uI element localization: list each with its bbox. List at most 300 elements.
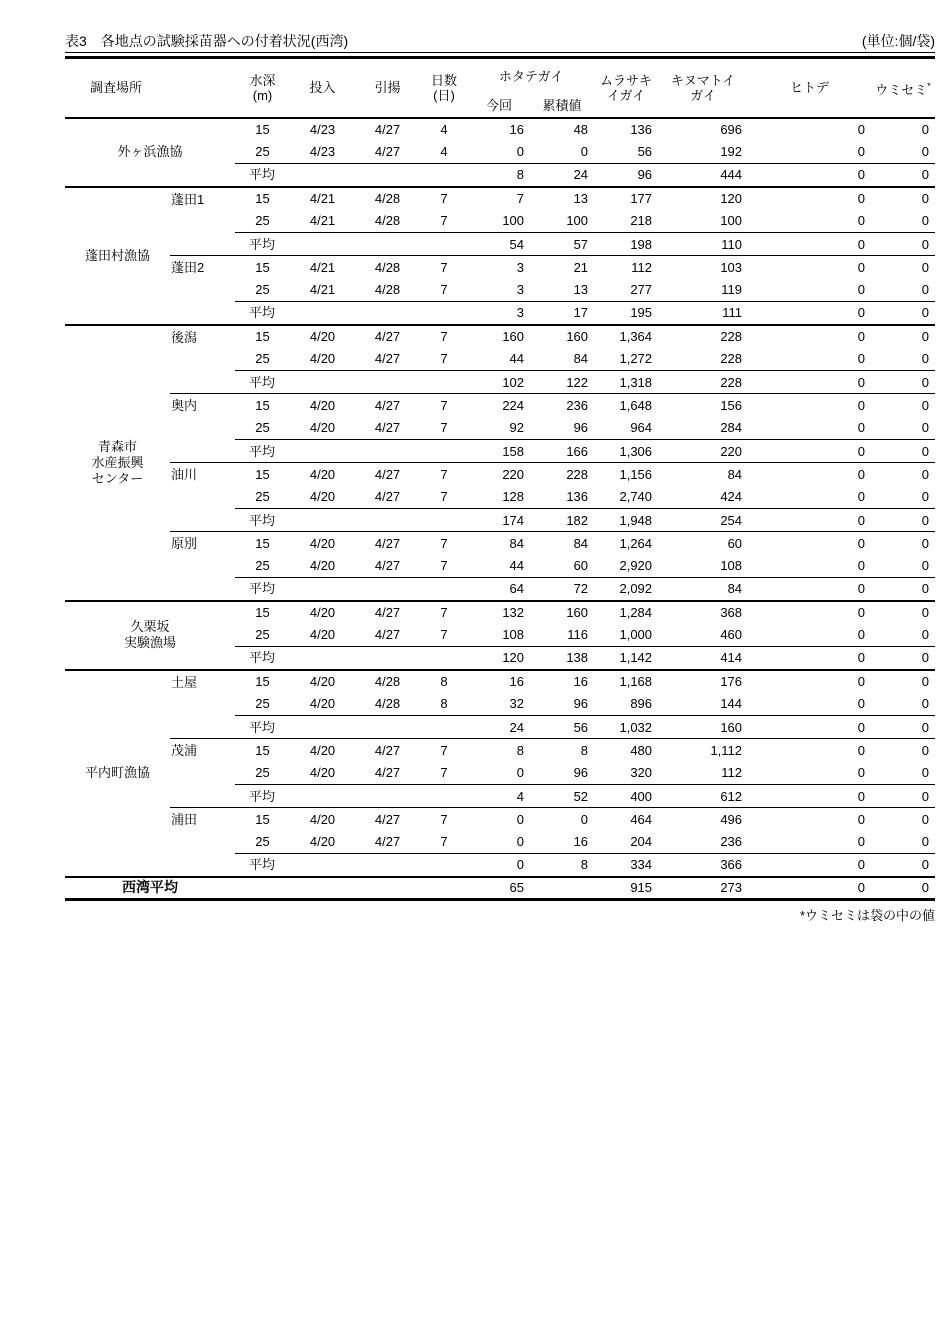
- sub-location-label: 土屋: [170, 670, 235, 739]
- cell-starfish: 0: [748, 325, 871, 348]
- cell-sea-squirt: 0: [871, 187, 935, 210]
- header-depth: [235, 58, 290, 118]
- cell-scallop-current: 65: [468, 877, 530, 900]
- cell-mussel: 400: [594, 785, 658, 808]
- cell-scallop-cumulative: 21: [530, 256, 594, 279]
- cell-mussel: 964: [630, 420, 653, 436]
- header-depth-line1: 水深: [249, 72, 276, 88]
- cell-scallop-cumulative: 122: [530, 371, 594, 394]
- cell-depth: 15: [235, 739, 290, 762]
- cell-horse-mussel: 612: [658, 785, 748, 808]
- cell-days: 7: [420, 256, 468, 279]
- cell-retrieve: 4/27: [355, 808, 420, 831]
- header-mussel-line2: イガイ: [606, 87, 646, 103]
- data-row: [65, 256, 935, 279]
- cell-sea-squirt: 0: [921, 351, 930, 367]
- cell-scallop-current: 108: [502, 627, 525, 643]
- cell-starfish: 0: [748, 118, 871, 141]
- cell-depth: 15: [235, 256, 290, 279]
- data-row: [65, 325, 935, 348]
- cell-scallop-current: 220: [468, 463, 530, 486]
- cell-sea-squirt: 0: [921, 765, 930, 781]
- cell-deploy: 4/20: [290, 532, 355, 555]
- group-label: 外ヶ浜漁協: [65, 118, 235, 187]
- header-mussel: [594, 58, 658, 118]
- cell-horse-mussel: 144: [720, 696, 743, 712]
- footnote: *ウミセミは袋の中の値: [799, 908, 935, 923]
- cell-days: 7: [440, 765, 448, 781]
- header-days: [420, 58, 468, 118]
- cell-mussel: 1,284: [594, 601, 658, 624]
- cell-starfish: 0: [857, 489, 866, 505]
- cell-starfish: 0: [748, 670, 871, 693]
- cell-depth: 25: [255, 420, 270, 436]
- cell-scallop-cumulative: 57: [530, 233, 594, 256]
- header-days-line2: (日): [433, 87, 455, 103]
- cell-sea-squirt: 0: [871, 256, 935, 279]
- cell-scallop-current: 64: [468, 578, 530, 601]
- header-sea-squirt-label: ウミセミ: [875, 81, 928, 97]
- header-days-line1: 日数: [431, 72, 458, 88]
- data-row: [65, 532, 935, 555]
- header-horse-mussel-line1: キヌマトイ: [670, 72, 736, 88]
- cell-starfish: 0: [857, 144, 866, 160]
- cell-scallop-cumulative: 182: [530, 509, 594, 532]
- cell-depth: 25: [255, 834, 270, 850]
- cell-scallop-cumulative: 56: [530, 716, 594, 739]
- cell-scallop-cumulative: 228: [530, 463, 594, 486]
- cell-horse-mussel: 111: [658, 302, 748, 325]
- cell-starfish: 0: [748, 532, 871, 555]
- table-header: [65, 58, 935, 118]
- cell-horse-mussel: 156: [658, 394, 748, 417]
- cell-days: 7: [420, 808, 468, 831]
- cell-scallop-current: 16: [468, 670, 530, 693]
- cell-days: 7: [420, 325, 468, 348]
- cell-depth: 15: [235, 808, 290, 831]
- header-horse-mussel: [658, 58, 748, 118]
- cell-horse-mussel: 108: [720, 558, 743, 574]
- cell-scallop-cumulative: 60: [573, 558, 589, 574]
- cell-retrieve: 4/27: [374, 351, 401, 367]
- cell-starfish: 0: [748, 601, 871, 624]
- cell-sea-squirt: 0: [921, 144, 930, 160]
- cell-scallop-current: 3: [516, 282, 525, 298]
- cell-mussel: 112: [594, 256, 658, 279]
- cell-scallop-cumulative: 8: [530, 739, 594, 762]
- average-label: 平均: [235, 716, 468, 739]
- cell-mussel: 1,306: [594, 440, 658, 463]
- cell-retrieve: 4/27: [355, 601, 420, 624]
- cell-depth: 15: [235, 118, 290, 141]
- cell-mussel: 1,156: [594, 463, 658, 486]
- cell-scallop-current: 0: [516, 144, 525, 160]
- cell-depth: 15: [235, 463, 290, 486]
- data-row: [65, 187, 935, 210]
- cell-starfish: 0: [857, 765, 866, 781]
- sub-location-label: 後潟: [170, 325, 235, 394]
- cell-horse-mussel: 228: [720, 351, 743, 367]
- cell-starfish: 0: [748, 808, 871, 831]
- sub-location-label: 蓬田1: [170, 187, 235, 256]
- cell-sea-squirt: 0: [921, 213, 930, 229]
- cell-horse-mussel: 284: [720, 420, 743, 436]
- cell-horse-mussel: 84: [658, 463, 748, 486]
- cell-starfish: 0: [748, 394, 871, 417]
- cell-mussel: 334: [594, 854, 658, 877]
- cell-mussel: 1,318: [594, 371, 658, 394]
- cell-horse-mussel: 60: [658, 532, 748, 555]
- cell-days: 7: [420, 601, 468, 624]
- cell-scallop-current: 3: [468, 302, 530, 325]
- cell-starfish: 0: [748, 854, 871, 877]
- average-label: 平均: [235, 509, 468, 532]
- cell-sea-squirt: 0: [871, 325, 935, 348]
- cell-sea-squirt: 0: [871, 647, 935, 670]
- cell-retrieve: 4/27: [355, 463, 420, 486]
- cell-starfish: 0: [748, 509, 871, 532]
- cell-scallop-cumulative: 96: [573, 420, 589, 436]
- cell-starfish: 0: [748, 463, 871, 486]
- cell-scallop-current: 8: [468, 164, 530, 187]
- cell-depth: 15: [235, 325, 290, 348]
- cell-deploy: 4/20: [309, 696, 336, 712]
- cell-depth: 25: [255, 213, 270, 229]
- cell-sea-squirt: 0: [871, 532, 935, 555]
- cell-scallop-cumulative: 0: [580, 144, 589, 160]
- cell-starfish: 0: [748, 647, 871, 670]
- cell-starfish: 0: [857, 282, 866, 298]
- cell-horse-mussel: 366: [658, 854, 748, 877]
- cell-starfish: 0: [857, 213, 866, 229]
- cell-scallop-current: 24: [468, 716, 530, 739]
- header-scallop: ホタテガイ: [498, 68, 564, 84]
- average-label: 平均: [235, 578, 468, 601]
- cell-mussel: 195: [594, 302, 658, 325]
- cell-mussel: 2,920: [619, 558, 653, 574]
- cell-scallop-cumulative: 136: [566, 489, 589, 505]
- cell-days: 7: [420, 394, 468, 417]
- cell-scallop-cumulative: 160: [530, 325, 594, 348]
- cell-horse-mussel: 176: [658, 670, 748, 693]
- cell-sea-squirt: 0: [871, 440, 935, 463]
- cell-starfish: 0: [748, 578, 871, 601]
- cell-scallop-cumulative: 16: [573, 834, 589, 850]
- cell-mussel: 320: [630, 765, 653, 781]
- cell-starfish: 0: [748, 256, 871, 279]
- cell-horse-mussel: 496: [658, 808, 748, 831]
- cell-retrieve: 4/27: [374, 420, 401, 436]
- cell-horse-mussel: 103: [658, 256, 748, 279]
- cell-scallop-current: 8: [468, 739, 530, 762]
- unit-label: (単位:個/袋): [861, 33, 935, 49]
- cell-horse-mussel: 112: [721, 765, 743, 781]
- cell-scallop-cumulative: 160: [530, 601, 594, 624]
- cell-deploy: 4/21: [309, 282, 336, 298]
- cell-depth: 15: [235, 670, 290, 693]
- cell-scallop-current: 132: [468, 601, 530, 624]
- cell-sea-squirt: 0: [921, 627, 930, 643]
- cell-horse-mussel: 444: [658, 164, 748, 187]
- cell-deploy: 4/20: [290, 670, 355, 693]
- cell-retrieve: 4/28: [355, 187, 420, 210]
- cell-starfish: 0: [857, 420, 866, 436]
- cell-horse-mussel: 696: [658, 118, 748, 141]
- cell-days: 7: [440, 213, 448, 229]
- cell-retrieve: 4/27: [374, 627, 401, 643]
- cell-depth: 25: [255, 144, 270, 160]
- group-label: 平内町漁協: [65, 670, 170, 877]
- cell-scallop-current: 92: [509, 420, 525, 436]
- data-row: [65, 394, 935, 417]
- cell-retrieve: 4/28: [374, 213, 401, 229]
- cell-sea-squirt: 0: [921, 420, 930, 436]
- cell-sea-squirt: 0: [921, 834, 930, 850]
- cell-depth: 25: [255, 558, 270, 574]
- sub-location-label: 蓬田2: [170, 256, 235, 325]
- cell-horse-mussel: 192: [720, 144, 743, 160]
- cell-starfish: 0: [857, 696, 866, 712]
- cell-mussel: 204: [630, 834, 653, 850]
- table-title: 表3 各地点の試験採苗器への付着状況(西湾): [65, 33, 349, 49]
- average-label: 平均: [235, 371, 468, 394]
- cell-starfish: 0: [748, 440, 871, 463]
- cell-deploy: 4/20: [309, 489, 336, 505]
- cell-scallop-current: 174: [468, 509, 530, 532]
- cell-days: 4: [420, 118, 468, 141]
- cell-deploy: 4/20: [309, 765, 336, 781]
- cell-days: 7: [420, 187, 468, 210]
- cell-mussel: 2,092: [594, 578, 658, 601]
- header-starfish: ヒトデ: [790, 80, 830, 96]
- cell-mussel: 896: [630, 696, 653, 712]
- cell-sea-squirt: 0: [871, 394, 935, 417]
- cell-horse-mussel: 160: [658, 716, 748, 739]
- cell-starfish: 0: [748, 739, 871, 762]
- cell-deploy: 4/20: [290, 394, 355, 417]
- cell-days: 8: [420, 670, 468, 693]
- data-row: [65, 670, 935, 693]
- cell-starfish: 0: [748, 877, 871, 900]
- cell-scallop-current: 0: [468, 854, 530, 877]
- cell-scallop-current: 44: [509, 351, 525, 367]
- cell-mussel: 1,168: [594, 670, 658, 693]
- cell-depth: 15: [235, 394, 290, 417]
- cell-starfish: 0: [857, 834, 866, 850]
- cell-scallop-current: 32: [509, 696, 525, 712]
- cell-days: 7: [440, 834, 448, 850]
- cell-scallop-current: 120: [468, 647, 530, 670]
- cell-mussel: 136: [594, 118, 658, 141]
- cell-horse-mussel: 236: [720, 834, 743, 850]
- cell-starfish: 0: [748, 785, 871, 808]
- group-label: 久栗坂 実験漁場: [65, 601, 235, 670]
- cell-horse-mussel: 228: [658, 325, 748, 348]
- cell-mussel: 1,364: [594, 325, 658, 348]
- cell-scallop-current: 16: [468, 118, 530, 141]
- cell-scallop-cumulative: 116: [567, 627, 589, 643]
- average-label: 平均: [235, 854, 468, 877]
- cell-scallop-current: 100: [502, 213, 525, 229]
- cell-mussel: 218: [630, 213, 653, 229]
- cell-mussel: 480: [594, 739, 658, 762]
- cell-retrieve: 4/27: [374, 489, 401, 505]
- cell-mussel: 177: [594, 187, 658, 210]
- cell-starfish: 0: [748, 716, 871, 739]
- cell-sea-squirt: 0: [871, 785, 935, 808]
- cell-depth: 25: [255, 627, 270, 643]
- cell-depth: 15: [235, 532, 290, 555]
- cell-mussel: 1,272: [619, 351, 653, 367]
- cell-sea-squirt: 0: [871, 670, 935, 693]
- cell-mussel: 277: [630, 282, 653, 298]
- cell-sea-squirt: 0: [921, 558, 930, 574]
- cell-sea-squirt: 0: [871, 739, 935, 762]
- cell-depth: 25: [255, 489, 270, 505]
- sub-location-label: 奥内: [170, 394, 235, 463]
- cell-scallop-cumulative: 13: [530, 187, 594, 210]
- cell-scallop-cumulative: 24: [530, 164, 594, 187]
- cell-mussel: 1,142: [594, 647, 658, 670]
- cell-scallop-current: 0: [516, 765, 525, 781]
- cell-scallop-cumulative: 72: [530, 578, 594, 601]
- cell-scallop-current: 158: [468, 440, 530, 463]
- cell-deploy: 4/20: [290, 601, 355, 624]
- cell-scallop-cumulative: 100: [566, 213, 589, 229]
- average-label: 平均: [235, 647, 468, 670]
- cell-horse-mussel: 254: [658, 509, 748, 532]
- data-row: [65, 118, 935, 141]
- data-row: [65, 601, 935, 624]
- cell-days: 7: [440, 489, 448, 505]
- cell-retrieve: 4/27: [374, 144, 401, 160]
- title-row: [65, 33, 935, 53]
- header-retrieve: 引揚: [374, 80, 401, 96]
- cell-depth: 25: [255, 351, 270, 367]
- cell-sea-squirt: 0: [871, 716, 935, 739]
- cell-retrieve: 4/28: [374, 696, 401, 712]
- cell-horse-mussel: 368: [658, 601, 748, 624]
- sub-location-label: 油川: [170, 463, 235, 532]
- cell-days: 7: [440, 351, 448, 367]
- cell-mussel: 56: [637, 144, 653, 160]
- average-label: 平均: [235, 302, 468, 325]
- overall-average-row: [65, 877, 935, 900]
- cell-retrieve: 4/27: [355, 739, 420, 762]
- cell-retrieve: 4/27: [374, 765, 401, 781]
- cell-mussel: 1,264: [594, 532, 658, 555]
- cell-retrieve: 4/27: [355, 325, 420, 348]
- cell-deploy: 4/20: [309, 627, 336, 643]
- cell-sea-squirt: 0: [871, 463, 935, 486]
- cell-retrieve: 4/27: [355, 532, 420, 555]
- average-label: 平均: [235, 233, 468, 256]
- cell-deploy: 4/21: [309, 213, 336, 229]
- cell-scallop-current: 0: [516, 834, 525, 850]
- cell-horse-mussel: 414: [658, 647, 748, 670]
- cell-starfish: 0: [857, 351, 866, 367]
- footnote-marker: *: [927, 80, 931, 91]
- cell-starfish: 0: [748, 187, 871, 210]
- cell-deploy: 4/20: [309, 351, 336, 367]
- cell-deploy: 4/20: [290, 463, 355, 486]
- cell-deploy: 4/23: [309, 144, 336, 160]
- cell-horse-mussel: 228: [658, 371, 748, 394]
- cell-scallop-current: 54: [468, 233, 530, 256]
- cell-sea-squirt: 0: [871, 233, 935, 256]
- average-label: 平均: [235, 440, 468, 463]
- cell-sea-squirt: 0: [871, 601, 935, 624]
- cell-sea-squirt: 0: [921, 282, 930, 298]
- cell-scallop-current: 44: [509, 558, 525, 574]
- cell-sea-squirt: 0: [871, 164, 935, 187]
- cell-scallop-current: 160: [468, 325, 530, 348]
- cell-mussel: 1,000: [619, 627, 653, 643]
- cell-deploy: 4/21: [290, 256, 355, 279]
- cell-scallop-cumulative: 166: [530, 440, 594, 463]
- cell-retrieve: 4/27: [374, 834, 401, 850]
- header-scallop-cumulative: 累積値: [542, 97, 582, 113]
- cell-starfish: 0: [857, 558, 866, 574]
- cell-deploy: 4/21: [290, 187, 355, 210]
- cell-scallop-cumulative: 84: [573, 351, 589, 367]
- cell-scallop-cumulative: 48: [530, 118, 594, 141]
- cell-mussel: 464: [594, 808, 658, 831]
- cell-sea-squirt: 0: [871, 371, 935, 394]
- cell-days: 7: [440, 282, 448, 298]
- cell-scallop-current: 128: [502, 489, 525, 505]
- sub-location-label: 原別: [170, 532, 235, 601]
- cell-days: 7: [420, 532, 468, 555]
- cell-mussel: 1,032: [594, 716, 658, 739]
- cell-days: 7: [420, 463, 468, 486]
- cell-retrieve: 4/27: [355, 118, 420, 141]
- cell-scallop-cumulative: 17: [530, 302, 594, 325]
- cell-deploy: 4/20: [309, 420, 336, 436]
- cell-scallop-cumulative: 52: [530, 785, 594, 808]
- cell-depth: 15: [235, 187, 290, 210]
- attachment-table: [65, 56, 935, 901]
- cell-scallop-cumulative: 96: [573, 696, 589, 712]
- cell-retrieve: 4/28: [355, 670, 420, 693]
- cell-days: 7: [440, 420, 448, 436]
- data-row: [65, 463, 935, 486]
- data-row: [65, 739, 935, 762]
- cell-horse-mussel: 460: [720, 627, 743, 643]
- cell-horse-mussel: 119: [721, 282, 743, 298]
- header-depth-line2: (m): [252, 87, 273, 103]
- header-horse-mussel-line2: ガイ: [690, 87, 716, 103]
- cell-depth: 25: [255, 696, 270, 712]
- cell-sea-squirt: 0: [871, 808, 935, 831]
- table-body: [65, 118, 935, 900]
- cell-deploy: 4/20: [290, 739, 355, 762]
- cell-sea-squirt: 0: [921, 489, 930, 505]
- cell-scallop-cumulative: 84: [530, 532, 594, 555]
- cell-deploy: 4/20: [290, 808, 355, 831]
- cell-mussel: 96: [594, 164, 658, 187]
- cell-retrieve: 4/27: [374, 558, 401, 574]
- cell-sea-squirt: 0: [921, 696, 930, 712]
- table-block: [65, 33, 935, 924]
- overall-average-label: 西湾平均: [65, 877, 235, 900]
- cell-scallop-current: 84: [468, 532, 530, 555]
- cell-days: 8: [440, 696, 448, 712]
- cell-horse-mussel: 120: [658, 187, 748, 210]
- cell-scallop-cumulative: 0: [530, 808, 594, 831]
- overall-spacer: [235, 877, 468, 900]
- average-label: 平均: [235, 164, 468, 187]
